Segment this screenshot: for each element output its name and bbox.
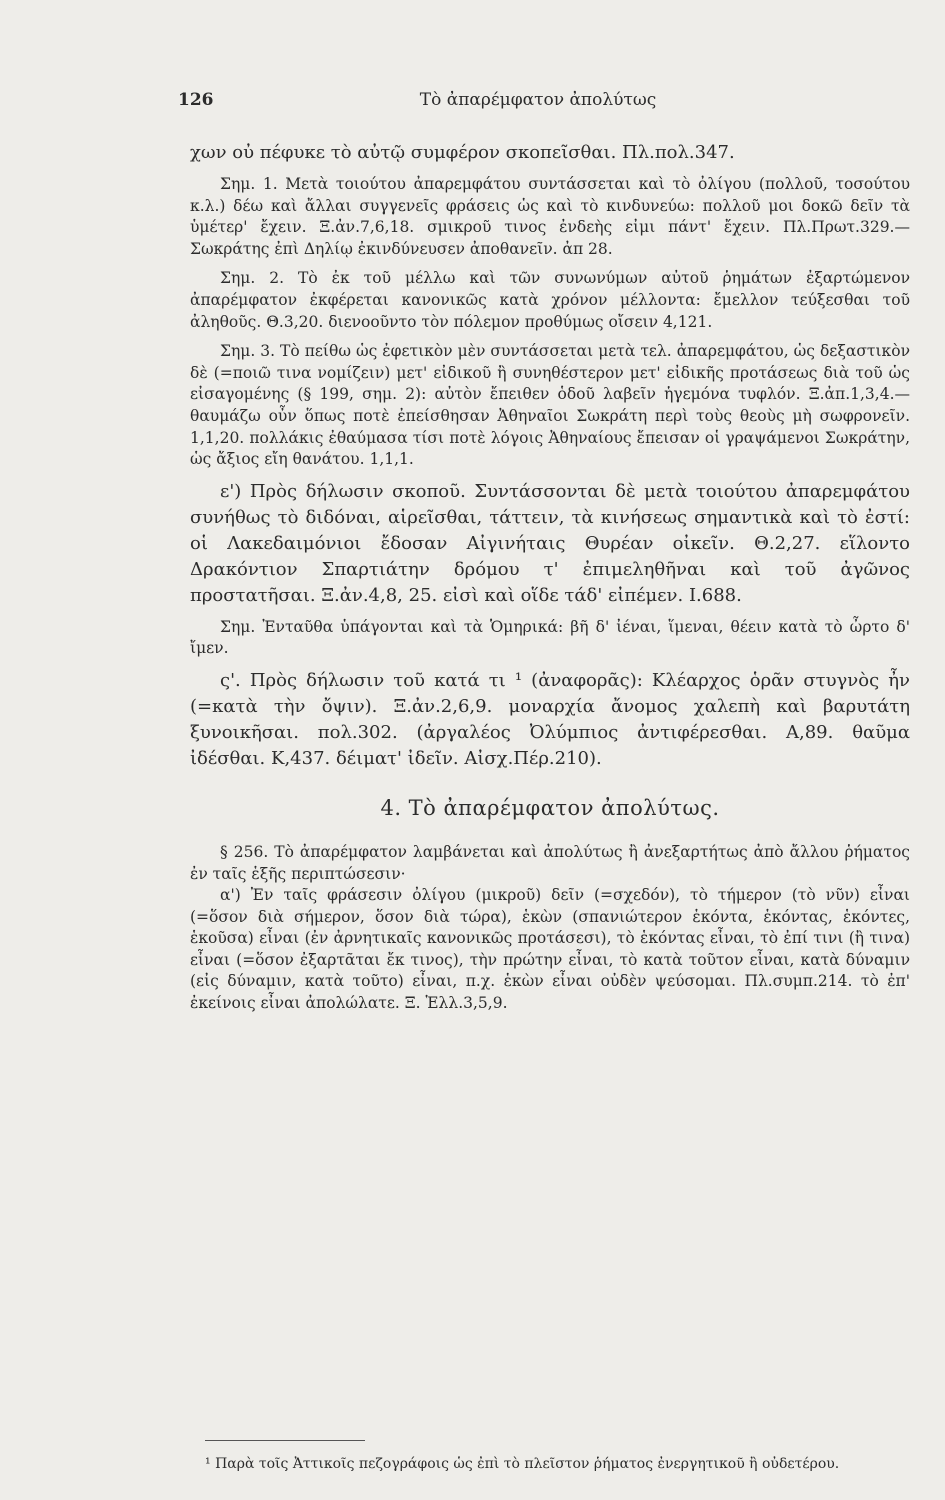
paragraph: Σημ. 3. Τὸ πείθω ὡς ἐφετικὸν μὲν συντάσσεται μετὰ τελ. ἀπαρεμφάτου, ὡς δεξαστικὸν δὲ (=ποιῶ τινα νομίζειν) μετ' εἰδικοῦ ἢ συνηθέστερον μετ' εἰδικῆς προτάσεως διὰ τοῦ ὡς εἰσαγομένης (§ 199, σημ. 2): αὐτὸν ἔπειθεν ὁδοῦ λαβεῖν ἡγεμόνα τυφλόν. Ξ.ἀπ.1,3,4.—θαυμάζω οὖν ὅπως ποτὲ ἐπείσθησαν Ἀθηναῖοι Σωκράτη περὶ τοὺς θεοὺς μὴ σωφρονεῖν. 1,1,20. πολλάκις ἐθαύμασα τίσι ποτὲ λόγοις Ἀθηναίους ἔπεισαν οἱ γραψάμενοι Σωκράτην, ὡς ἄξιος εἴη θανάτου. 1,1,1. [190, 342, 910, 469]
footnote: ¹ Παρὰ τοῖς Ἀττικοῖς πεζογράφοις ὡς ἐπὶ τὸ πλεῖστον ῥήματος ἐνεργητικοῦ ἢ οὐδετέρου. [205, 1456, 840, 1472]
paragraph: Σημ. Ἐνταῦθα ὑπάγονται καὶ τὰ Ὁμηρικά: βῆ δ' ἰέναι, ἵμεναι, θέειν κατὰ τὸ ὦρτο δ' ἴμεν. [190, 617, 910, 658]
paragraph: Σημ. 1. Μετὰ τοιούτου ἀπαρεμφάτου συντάσσεται καὶ τὸ ὀλίγου (πολλοῦ, τοσούτου κ.λ.) δέω καὶ ἄλλαι συγγενεῖς φράσεις ὡς καὶ τὸ κινδυνεύω: πολλοῦ μοι δοκῶ δεῖν τὰ ὑμέτερ' ἔχειν. Ξ.ἀν.7,6,18. σμικροῦ τινος ἐνδεὴς εἰμι πάντ' ἔχειν. Πλ.Πρωτ.329.—Σωκράτης ἐπὶ Δηλίῳ ἐκινδύνευσεν ἀποθανεῖν. ἀπ 28. [190, 175, 910, 258]
main-text [190, 140, 910, 1015]
paragraph: Σημ. 2. Τὸ ἐκ τοῦ μέλλω καὶ τῶν συνωνύμων αὐτοῦ ῥημάτων ἐξαρτώμενον ἀπαρέμφατον ἐκφέρεται κανονικῶς κατὰ χρόνον μέλλοντα: ἔμελλον τεύξεσθαι τοῦ ἀληθοῦς. Θ.3,20. διενοοῦντο τὸν πόλεμον προθύμως οἴσειν 4,121. [190, 269, 910, 331]
paragraph: α') Ἐν ταῖς φράσεσιν ὀλίγου (μικροῦ) δεῖν (=σχεδόν), τὸ τήμερον (τὸ νῦν) εἶναι (=ὅσον διὰ σήμερον, ὅσον διὰ τώρα), ἑκὼν (σπανιώτερον ἑκόντα, ἑκόντας, ἑκόντες, ἑκοῦσα) εἶναι (ἐν ἀρνητικαῖς κανονικῶς προτάσεσι), τὸ ἑκόντας εἶναι, τὸ ἐπί τινι (ἢ τινα) εἶναι (=ὅσον ἐξαρτᾶται ἔκ τινος), τὴν πρώτην εἶναι, τὸ κατὰ τοῦτον εἶναι, κατὰ δύναμιν (εἰς δύναμιν, κατὰ τοῦτο) εἶναι, π.χ. ἑκὼν εἶναι οὐδὲν ψεύσομαι. Πλ.συμπ.214. τὸ ἐπ' ἐκείνοις εἶναι ἀπολώλατε. Ξ. Ἑλλ.3,5,9. [190, 886, 910, 1013]
page-header [178, 90, 898, 120]
paragraph: ε') Πρὸς δήλωσιν σκοποῦ. Συντάσσονται δὲ μετὰ τοιούτου ἀπαρεμφάτου συνήθως τὸ διδόναι, αἱρεῖσθαι, τάττειν, τὰ κινήσεως σημαντικὰ καὶ τὸ ἐστί: οἱ Λακεδαιμόνιοι ἔδοσαν Αἰγινήταις Θυρέαν οἰκεῖν. Θ.2,27. εἵλοντο Δρακόντιον Σπαρτιάτην δρόμου τ' ἐπιμεληθῆναι καὶ τοῦ ἀγῶνος προστατῆσαι. Ξ.ἀν.4,8, 25. εἰσὶ καὶ οἵδε τάδ' εἰπέμεν. Ι.688. [190, 480, 910, 606]
page-number: 126 [178, 90, 214, 110]
paragraph: χων οὐ πέφυκε τὸ αὐτῷ συμφέρον σκοπεῖσθαι. Πλ.πολ.347. [190, 142, 735, 163]
footnote-rule [205, 1440, 365, 1441]
section-title: 4. Τὸ ἀπαρέμφατον ἀπολύτως. [380, 795, 720, 820]
paragraph: § 256. Τὸ ἀπαρέμφατον λαμβάνεται καὶ ἀπολύτως ἢ ἀνεξαρτήτως ἀπὸ ἄλλου ῥήματος ἐν ταῖς ἑξῆς περιπτώσεσιν· [190, 842, 910, 883]
running-head: Τὸ ἀπαρέμφατον ἀπολύτως [419, 90, 657, 110]
paragraph: ς'. Πρὸς δήλωσιν τοῦ κατά τι ¹ (ἀναφορᾶς): Κλέαρχος ὁρᾶν στυγνὸς ἦν (=κατὰ τὴν ὄψιν). Ξ.ἀν.2,6,9. μοναρχία ἄνομος χαλεπὴ καὶ βαρυτάτη ξυνοικῆσαι. πολ.302. (ἀργαλέος Ὀλύμπιος ἀντιφέρεσθαι. Α,89. θαῦμα ἰδέσθαι. Κ,437. δέιματ' ἰδεῖν. Αἰσχ.Πέρ.210). [190, 669, 910, 769]
